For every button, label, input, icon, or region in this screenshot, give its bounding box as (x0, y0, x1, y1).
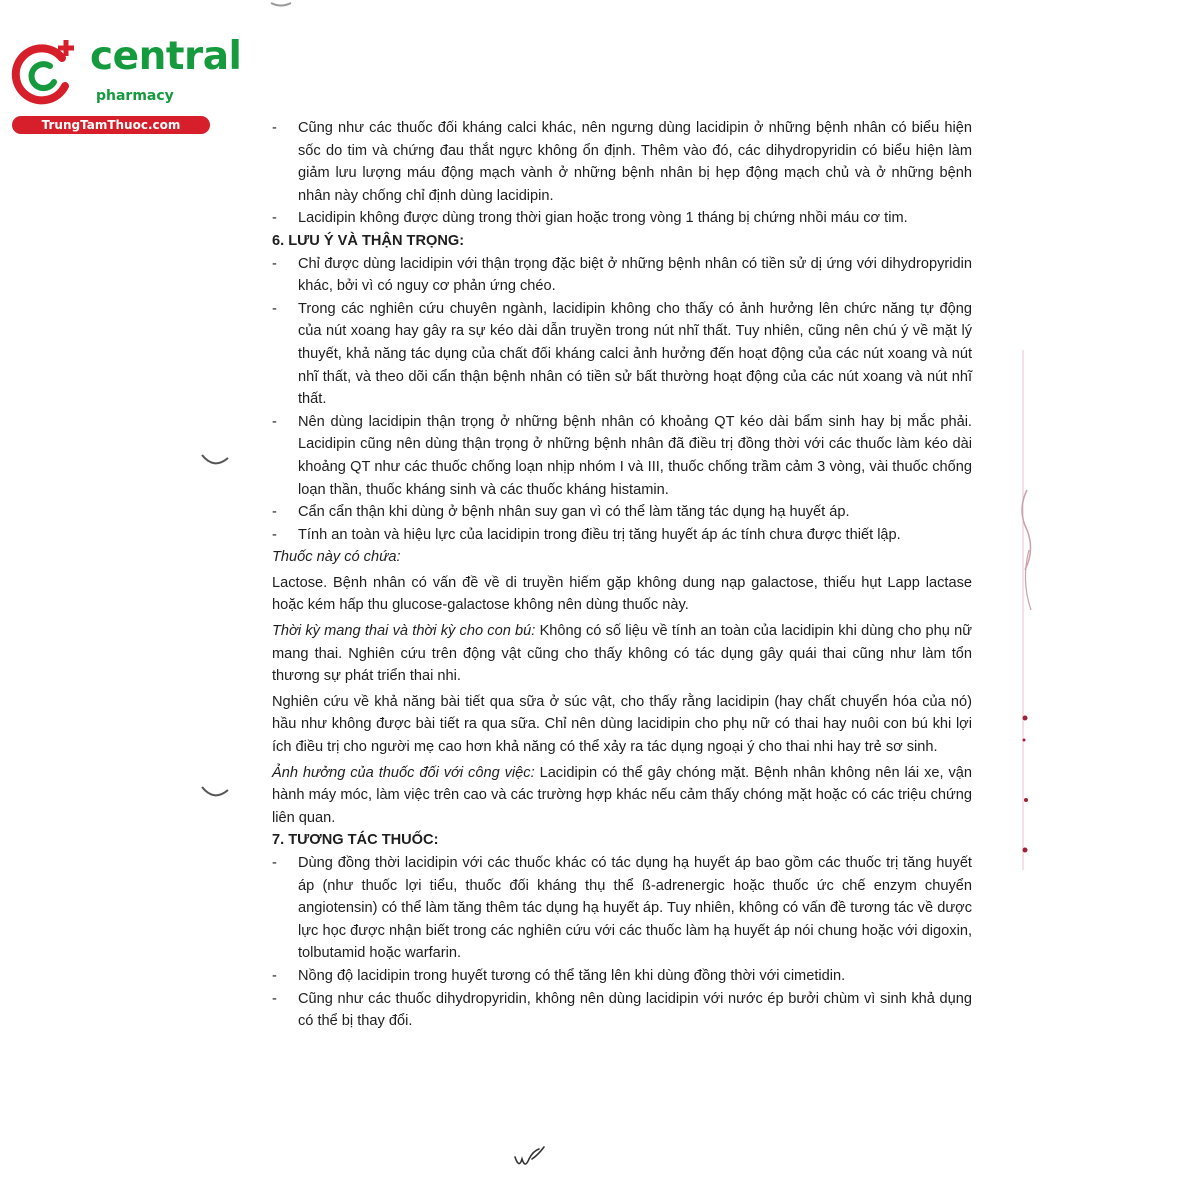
brand-name: central (90, 34, 242, 79)
bullet-dash: - (272, 300, 277, 317)
brand-subtitle: pharmacy (96, 88, 174, 104)
list-item (272, 852, 972, 965)
bullet-dash: - (272, 504, 277, 521)
handwritten-initials (512, 1145, 548, 1171)
bullet-dash: - (272, 255, 277, 272)
list-item-text: Cũng như các thuốc đối kháng calci khác, nên ngưng dùng lacidipin ở những bệnh nhân có biểu hiện sốc do tim và chứng đau thắt ngực không ổn định. Thêm vào đó, các dihydropyridin có biểu hiện làm giảm lưu lượng máu động mạch vành ở những bệnh nhân bị hẹp động mạch chủ và ở những bệnh nhân này chống chỉ định dùng lacidipin. (298, 120, 972, 204)
section-7-title: 7. TƯƠNG TÁC THUỐC: (272, 832, 439, 849)
list-item-text: Lacidipin không được dùng trong thời gian hoặc trong vòng 1 tháng bị chứng nhồi máu cơ tim. (298, 210, 908, 227)
work-text: Lacidipin có thể gây chóng mặt. Bệnh nhân không nên lái xe, vận hành máy móc, làm việc trên cao và các trường hợp khác nếu cảm thấy chóng mặt hoặc có các triệu chứng liên quan. (272, 764, 972, 826)
list-item-text: Dùng đồng thời lacidipin với các thuốc khác có tác dụng hạ huyết áp bao gồm các thuốc trị tăng huyết áp (như thuốc lợi tiểu, thuốc đối kháng thụ thể ß-adrenergic hoặc thuốc ức chế enzym chuyển angiotensin) có thể làm tăng thêm tác dụng hạ huyết áp. Tuy nhiên, không có vấn đề tương tác về dược lực học được nhận biết trong các nghiên cứu với các thuốc làm hạ huyết áp nói chung hoặc với digoxin, tolbutamid hoặc warfarin. (298, 855, 972, 962)
list-item-text: Tính an toàn và hiệu lực của lacidipin trong điều trị tăng huyết áp ác tính chưa được thiết lập. (298, 526, 901, 543)
bullet-dash: - (272, 120, 277, 136)
list-item (272, 524, 972, 547)
brand-logo[interactable] (10, 34, 242, 138)
lactose-paragraph: Lactose. Bệnh nhân có vấn đề về di truyền hiếm gặp không dung nạp galactose, thiếu hụt Lapp lactase hoặc kém hấp thu glucose-galactose không nên dùng thuốc này. (272, 574, 972, 614)
brand-url[interactable]: TrungTamThuoc.com (12, 116, 210, 134)
list-item-text: Cẩn cẩn thận khi dùng ở bệnh nhân suy gan vì có thể làm tăng tác dụng hạ huyết áp. (298, 504, 850, 521)
list-item-text: Nồng độ lacidipin trong huyết tương có thể tăng lên khi dùng đồng thời với cimetidin. (298, 967, 846, 984)
list-item (272, 253, 972, 298)
list-item (272, 988, 972, 1033)
list-item-text: Trong các nghiên cứu chuyên ngành, lacidipin không cho thấy có ảnh hưởng lên chức năng tự động của nút xoang hay gây ra sự kéo dài dẫn truyền trong nút nhĩ thất. Tuy nhiên, cũng nên chú ý về mặt lý thuyết, khả năng tác dụng của chất đối kháng calci ảnh hưởng đến hoạt động của các nút xoang và nút nhĩ thất, và theo dõi cẩn thận bệnh nhân có tiền sử bất thường hoạt động của các nút xoang và nút nhĩ thất. (298, 300, 972, 408)
list-item-text: Cũng như các thuốc dihydropyridin, không nên dùng lacidipin với nước ép bưởi chùm vì sinh khả dụng có thể bị thay đổi. (298, 990, 972, 1030)
contains-label: Thuốc này có chứa: (272, 549, 401, 566)
lactation-paragraph: Nghiên cứu về khả năng bài tiết qua sữa ở súc vật, cho thấy rằng lacidipin (hay chất chuyển hóa của nó) hầu như không được bài tiết ra qua sữa. Chỉ nên dùng lacidipin cho phụ nữ có thai hay nuôi con bú khi lợi ích điều trị cho người mẹ cao hơn khả năng có thể xảy ra tác dụng ngoại ý cho thai nhi hay trẻ sơ sinh. (272, 693, 972, 756)
bullet-dash: - (272, 967, 277, 984)
work-label: Ảnh hưởng của thuốc đối với công việc: (272, 764, 535, 781)
bullet-dash: - (272, 413, 277, 430)
list-item (272, 117, 972, 207)
list-item-text: Nên dùng lacidipin thận trọng ở những bệnh nhân có khoảng QT kéo dài bẩm sinh hay bị mắc phải. Lacidipin cũng nên dùng thận trọng ở những bệnh nhân đã điều trị đồng thời với các thuốc làm kéo dài khoảng QT như các thuốc chống loạn nhịp nhóm I và III, thuốc chống trầm cảm 3 vòng, vài thuốc chống loạn thần, thuốc kháng sinh và các thuốc kháng histamin. (298, 413, 972, 498)
bullet-dash: - (272, 990, 277, 1007)
list-item (272, 501, 972, 524)
bullet-dash: - (272, 855, 277, 871)
list-item (272, 411, 972, 501)
pregnancy-paragraph (272, 620, 972, 688)
pregnancy-text: Không có số liệu về tính an toàn của lacidipin khi dùng cho phụ nữ mang thai. Nghiên cứu trên động vật cũng cho thấy không có tác dụng gây quái thai cũng như làm tổn thương sự phát triển thai nhi. (272, 623, 972, 685)
section-6-title: 6. LƯU Ý VÀ THẬN TRỌNG: (272, 232, 465, 249)
list-item-text: Chỉ được dùng lacidipin với thận trọng đặc biệt ở những bệnh nhân có tiền sử dị ứng với dihydropyridin khác, bởi vì có nguy cơ phản ứng chéo. (298, 255, 972, 295)
bullet-dash: - (272, 526, 277, 543)
list-item (272, 298, 972, 411)
list-item (272, 207, 972, 230)
punch-hole-mark (200, 784, 230, 802)
list-item (272, 965, 972, 988)
document-body (272, 117, 972, 1033)
punch-hole-mark (200, 452, 230, 470)
bullet-dash: - (272, 210, 277, 227)
scan-mark (270, 0, 292, 8)
central-pharmacy-logo-icon (10, 38, 80, 108)
stamp-edge-mark (1005, 350, 1035, 870)
work-paragraph (272, 762, 972, 830)
pregnancy-label: Thời kỳ mang thai và thời kỳ cho con bú: (272, 623, 536, 640)
